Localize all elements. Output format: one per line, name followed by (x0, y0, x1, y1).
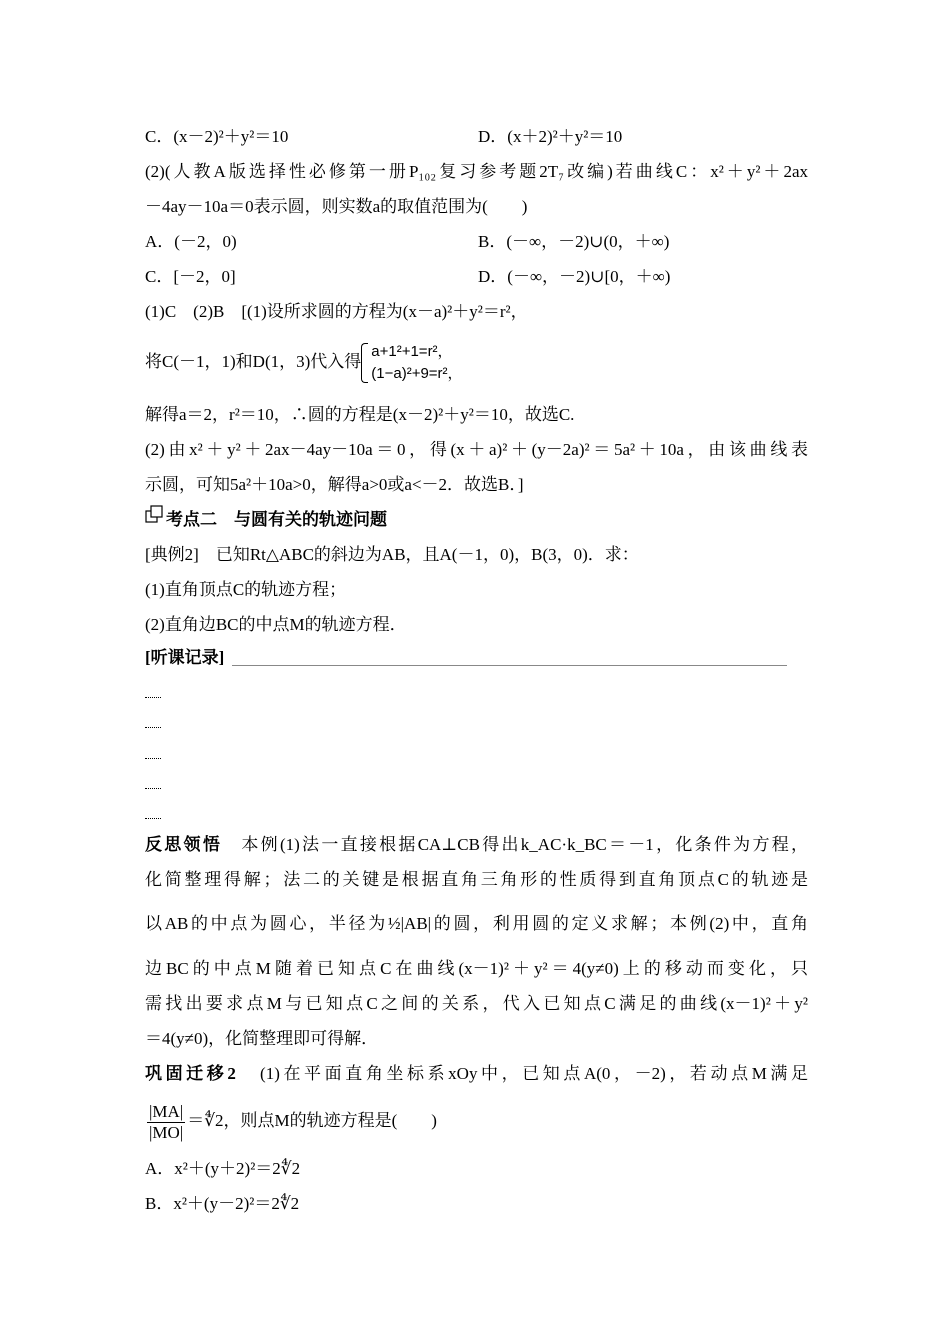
q1-option-c: C．(x－2)²＋y²＝10 (145, 127, 289, 146)
practice2-line2 (145, 1096, 437, 1146)
practice2-text1: (1)在平面直角坐标系xOy中，已知点A(0，－2)，若动点M满足 (260, 1064, 808, 1083)
section-title: 考点二 与圆有关的轨迹问题 (166, 510, 387, 529)
q2-stem-line1: (2)(人教A版选择性必修第一册P₁₀₂复习参考题2T₇改编)若曲线C：x²＋y²＋2ax (145, 162, 808, 181)
practice2-option-a: A．x²＋(y＋2)²＝2∜2 (145, 1159, 301, 1178)
example2-label: [典例2] (145, 545, 199, 564)
record-underline (232, 665, 787, 666)
system-row-1: a+1²+1=r²， (371, 343, 453, 361)
answer-line4: (2)由x²＋y²＋2ax－4ay－10a＝0，得(x＋a)²＋(y－2a)²＝5a²＋10a，由该曲线表 (145, 440, 808, 459)
fraction-denominator: |MO| (149, 1122, 184, 1142)
example2-part2: (2)直角边BC的中点M的轨迹方程． (145, 615, 407, 634)
note-line (145, 818, 161, 819)
example2-part1: (1)直角顶点C的轨迹方程； (145, 580, 347, 599)
reflection-line5: 需找出要求点M与已知点C之间的关系，代入已知点C满足的曲线(x－1)²＋y² (145, 994, 808, 1013)
system-row-2: (1−a)²+9=r²， (371, 365, 463, 383)
q2-option-d: D．(－∞，－2)∪[0，＋∞) (478, 267, 671, 286)
reflection-label: 反思领悟 (145, 835, 223, 854)
reflection-line2: 化简整理得解；法二的关键是根据直角三角形的性质得到直角顶点C的轨迹是 (145, 870, 808, 889)
section-icon (145, 505, 163, 523)
answer-line3: 解得a＝2，r²＝10，∴圆的方程是(x－2)²＋y²＝10，故选C. (145, 405, 575, 424)
answer-line1: (1)C (2)B [(1)设所求圆的方程为(x－a)²＋y²＝r²， (145, 302, 528, 321)
fraction-numerator: |MA| (149, 1101, 184, 1121)
practice2-line1 (145, 1063, 808, 1085)
q2-option-c: C．[－2，0] (145, 267, 236, 286)
answer-line5: 示圆，可知5a²＋10a>0，解得a>0或a<－2．故选B．] (145, 475, 524, 494)
note-line (145, 788, 161, 789)
reflection-line3: 以AB的中点为圆心，半径为½|AB|的圆，利用圆的定义求解；本例(2)中，直角 (145, 914, 808, 933)
record-label: [听课记录] (145, 648, 225, 667)
note-line (145, 758, 161, 759)
example2-stem-line (145, 544, 639, 566)
ratio-fraction (147, 1102, 185, 1143)
q1-option-d: D．(x＋2)²＋y²＝10 (478, 127, 623, 146)
practice2-label: 巩固迁移2 (145, 1064, 236, 1083)
example2-stem: 已知Rt△ABC的斜边为AB，且A(－1，0)，B(3，0)．求： (215, 545, 639, 564)
reflection-line1 (145, 834, 808, 856)
answer-line2-prefix: 将C(－1，1)和D(1，3)代入得 (145, 352, 362, 371)
q2-stem-line2: －4ay－10a＝0表示圆，则实数a的取值范围为( ) (145, 197, 528, 216)
reflection-line6: ＝4(y≠0)，化简整理即可得解． (145, 1029, 379, 1048)
brace (361, 343, 368, 383)
reflection-line4: 边BC的中点M随着已知点C在曲线(x－1)²＋y²＝4(y≠0)上的移动而变化，只 (145, 959, 808, 978)
q2-option-b: B．(－∞，－2)∪(0，＋∞) (478, 232, 670, 251)
practice2-option-b: B．x²＋(y－2)²＝2∜2 (145, 1194, 300, 1213)
equation-system (361, 341, 462, 385)
reflection-text1: 本例(1)法一直接根据CA⊥CB得出k_AC·k_BC＝－1，化条件为方程， (241, 835, 809, 854)
answer-line2 (145, 338, 463, 388)
note-line (145, 727, 161, 728)
note-line (145, 697, 161, 698)
q2-option-a: A．(－2，0) (145, 232, 237, 251)
practice2-text2: ＝∜2，则点M的轨迹方程是( ) (187, 1111, 437, 1130)
